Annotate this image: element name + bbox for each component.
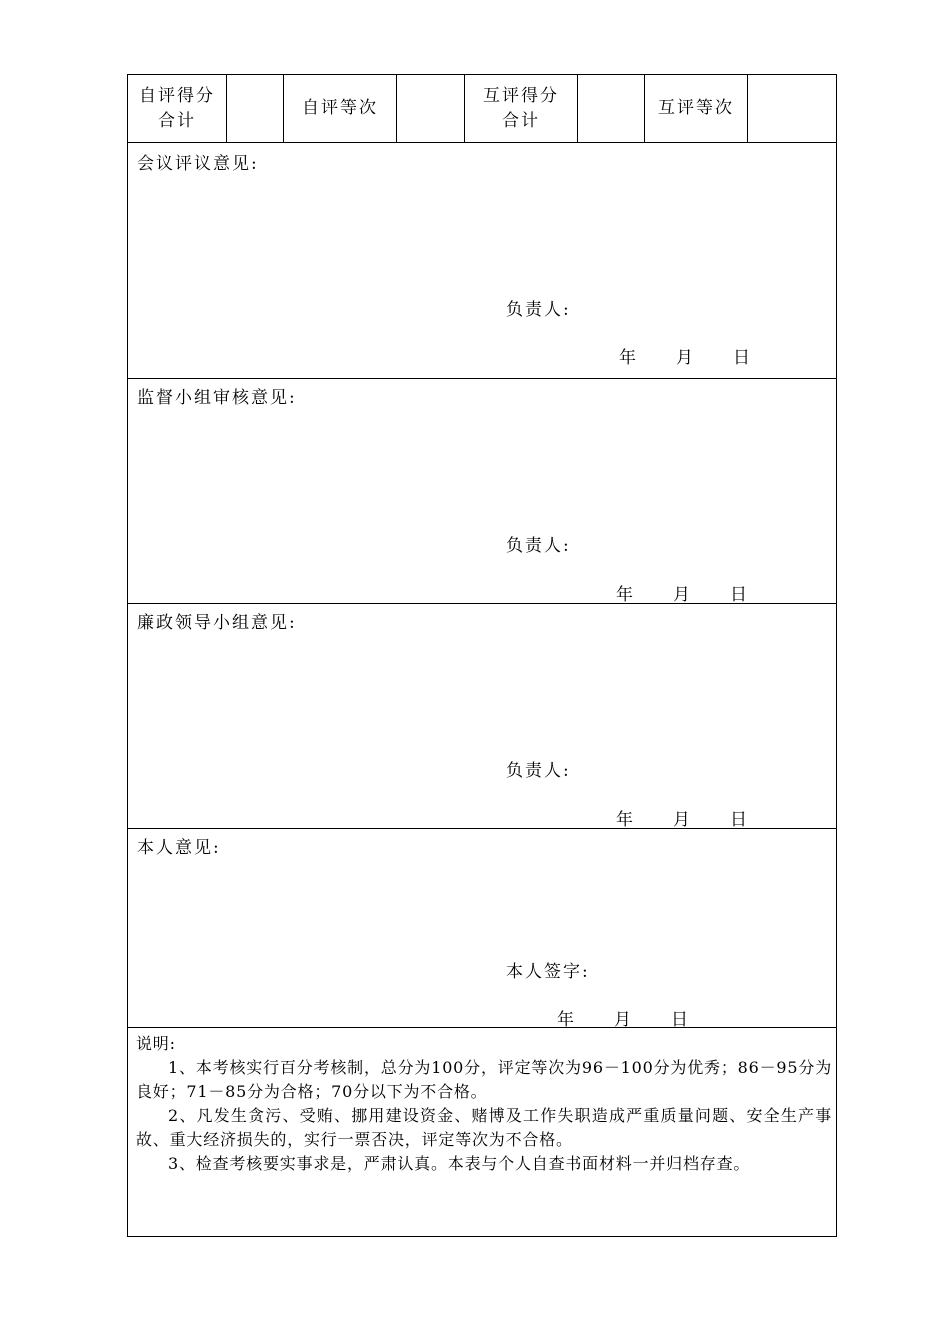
personal-signature-label: 本人签字:: [506, 962, 590, 982]
row-divider: [128, 378, 836, 379]
row-divider: [128, 142, 836, 143]
personal-opinion-title: 本人意见:: [137, 838, 221, 858]
meeting-review-signer-label: 负责人:: [506, 300, 571, 320]
mutual-total-label: 互评得分 合计: [483, 85, 559, 131]
notes-section: [136, 1032, 832, 1176]
note-item: 3、检查考核要实事求是，严肃认真。本表与个人自查书面材料一并归档存查。: [168, 1154, 751, 1173]
mutual-grade-label: 互评等次: [658, 98, 734, 118]
self-total-label: 自评得分 合计: [139, 85, 215, 131]
appraisal-form: 自评得分 合计 自评等次 互评得分 合计 互评等次 会议评议意见: 负责人: 年 月 日 监督小组审核意见: 负责人: 年 月 日 廉政领导小组意见: 负责人: 年 月 日 本人意见: 本人签字: 年 月 日 说明: 1、本考核实行百分考核制，总分为100分，评定等次为96－100分为优秀；86－95分为良好；71－85分为合格；70分以下为不合格。 2、凡发生贪污、受贿、挪用建设资金、赌博及工作失职造成严重质量问题、安全生产事故、重大经济损失的，实行一票否决，评定等次为不合格。 3、检查考核要实事求是，严肃认真。本表与个人自查书面材料一并归档存查。: [127, 74, 837, 1237]
note-item: 1、本考核实行百分考核制，总分为100分，评定等次为96－100分为优秀；86－95分为良好；71－85分为合格；70分以下为不合格。: [136, 1058, 832, 1101]
self-total-value[interactable]: [227, 75, 283, 142]
supervision-review-signer-label: 负责人:: [506, 536, 571, 556]
meeting-review-title: 会议评议意见:: [137, 154, 259, 174]
note-item: 2、凡发生贪污、受贿、挪用建设资金、赌博及工作失职造成严重质量问题、安全生产事故、重大经济损失的，实行一票否决，评定等次为不合格。: [136, 1106, 832, 1149]
integrity-review-signer-label: 负责人:: [506, 761, 571, 781]
row-divider: [128, 1027, 836, 1028]
mutual-grade-value[interactable]: [748, 75, 836, 142]
mutual-total-value[interactable]: [578, 75, 644, 142]
supervision-review-title: 监督小组审核意见:: [137, 388, 297, 408]
notes-title: 说明:: [136, 1034, 176, 1053]
integrity-review-title: 廉政领导小组意见:: [137, 613, 297, 633]
self-grade-value[interactable]: [397, 75, 464, 142]
self-grade-label: 自评等次: [302, 98, 378, 118]
